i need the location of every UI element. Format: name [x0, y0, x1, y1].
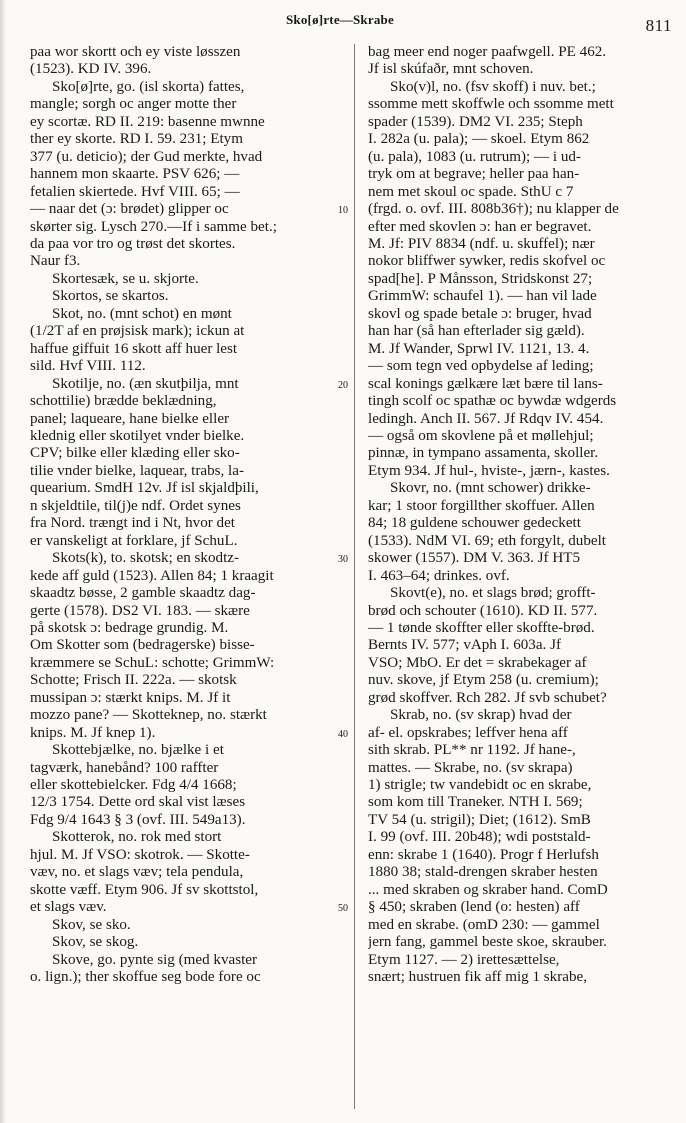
- text-line: § 450; skraben (lend (o: hesten) aff: [368, 899, 580, 916]
- text-line: skower (1557). DM V. 363. Jf HT5: [368, 550, 581, 567]
- text-line: Skovr, no. (mnt schower) drikke-: [390, 480, 591, 497]
- text-line: Skottebjælke, no. bjælke i et: [52, 742, 224, 759]
- text-line: Bernts IV. 577; vAph I. 603a. Jf: [368, 637, 561, 654]
- text-line: GrimmW: schaufel 1). — han vil lade: [368, 288, 597, 305]
- text-line: sith skrab. PL** nr 1192. Jf hane-,: [368, 742, 576, 759]
- text-line: (1533). NdM VI. 69; eth forgylt, dubelt: [368, 532, 606, 549]
- page-number: 811: [645, 16, 672, 35]
- text-line: enn: skrabe 1 (1640). Progr f Herlufsh: [368, 846, 599, 863]
- text-line: I. 99 (ovf. III. 20b48); wdi poststald-: [368, 829, 591, 846]
- text-line: 1880 38; stald-drengen skraber hesten: [368, 864, 598, 881]
- text-line: (u. pala), 1083 (u. rutrum); — i ud-: [368, 148, 581, 165]
- text-line: da paa vor tro og trøst det skortes.: [30, 235, 236, 252]
- text-line: 1) strigle; tw vandebidt oc en skrabe,: [368, 777, 592, 794]
- text-line: Schotte; Frisch II. 222a. — skotsk: [30, 672, 237, 689]
- text-line: knips. M. Jf knep 1).: [30, 724, 156, 741]
- text-line: han har (så han efterlader sig gæld).: [368, 323, 585, 340]
- text-line: — også om skovlene på et møllehjul;: [368, 427, 594, 444]
- text-line: tagværk, hanebånd? 100 raffter: [30, 759, 219, 776]
- text-line: nokor bliffwer sywker, redis skofvel oc: [368, 253, 606, 270]
- text-line: tingh scolf oc spathæ oc bywdæ wdgerds: [368, 393, 617, 410]
- text-line: pinnæ, in tympano assamenta, skoller.: [368, 445, 599, 462]
- text-line: Skortos, se skartos.: [52, 288, 169, 305]
- text-line: et slags væv.: [30, 899, 107, 916]
- text-line: Sko(v)l, no. (fsv skoff) i nuv. bet.;: [390, 78, 596, 95]
- text-line: paa wor skortt och ey viste løsszen: [30, 44, 241, 60]
- text-line: — 1 tønde skoffter eller skoffte-brød.: [368, 619, 595, 636]
- text-line: er vanskeligt at forklare, jf SchuL.: [30, 532, 238, 549]
- text-line: TV 54 (u. strigil); Diet; (1612). SmB: [368, 811, 591, 828]
- text-line: scal konings gælkære læt bære til lans-: [368, 375, 603, 392]
- text-line: (1523). KD IV. 396.: [30, 61, 152, 78]
- text-line: Skov, se sko.: [52, 916, 131, 933]
- text-line: 377 (u. deticio); der Gud merkte, hvad: [30, 148, 263, 165]
- text-line: ssomme mett skoffwle och ssomme mett: [368, 96, 614, 113]
- text-line: Sko[ø]rte, go. (isl skorta) fattes,: [52, 78, 245, 95]
- text-line: eller skottebielcker. Fdg 4/4 1668;: [30, 777, 237, 794]
- text-line: grød skoffver. Rch 282. Jf svb schubet?: [368, 689, 607, 706]
- text-line: Skove, go. pynte sig (med kvaster: [52, 951, 257, 968]
- text-line: M. Jf: PIV 8834 (ndf. u. skuffel); nær: [368, 235, 595, 252]
- text-line: fra Nord. trængt ind i Nt, hvor det: [30, 515, 235, 532]
- running-head: Sko[ø]rte—Skrabe: [286, 12, 394, 27]
- text-line: væv, no. et slags væv; tela pendula,: [30, 864, 244, 881]
- left-column: [30, 44, 342, 986]
- text-line: spader (1539). DM2 VI. 235; Steph: [368, 113, 583, 130]
- text-line: I. 282a (u. pala); — skoel. Etym 862: [368, 131, 590, 148]
- text-line: kar; 1 stoor forgillther skoffuer. Allen: [368, 497, 595, 514]
- text-line: på skotsk ɔ: bedrage grundig. M.: [30, 619, 229, 636]
- column-divider: [354, 44, 355, 1109]
- text-line: hjul. M. Jf VSO: skotrok. — Skotte-: [30, 846, 250, 863]
- text-line: som kom till Traneker. NTH I. 569;: [368, 794, 583, 811]
- text-line: mangle; sorgh oc anger motte ther: [30, 96, 237, 113]
- text-line: Skrab, no. (sv skrap) hvad der: [390, 707, 572, 724]
- text-line: af- el. opskrabes; leffver hena aff: [368, 724, 568, 741]
- line-number: 40: [338, 728, 348, 740]
- text-line: quearium. SmdH 12v. Jf isl skjaldþili,: [30, 480, 259, 497]
- text-line: med en skrabe. (omD 230: — gammel: [368, 916, 600, 933]
- text-line: mussipan ɔ: stærkt knips. M. Jf it: [30, 689, 231, 706]
- text-line: Jf isl skúfaðr, mnt schoven.: [368, 61, 534, 78]
- text-line: Fdg 9/4 1643 § 3 (ovf. III. 549a13).: [30, 811, 246, 828]
- text-line: Om Skotter som (bedragerske) bisse-: [30, 637, 255, 654]
- text-line: ... med skraben og skraber hand. ComD: [368, 881, 608, 898]
- right-column: [368, 44, 668, 986]
- text-line: I. 463–64; drinkes. ovf.: [368, 567, 510, 584]
- scan-edge-shadow: [0, 0, 6, 1123]
- text-line: brød och schouter (1610). KD II. 577.: [368, 602, 598, 619]
- text-line: kræmmere se SchuL: schotte; GrimmW:: [30, 654, 275, 671]
- text-line: Skot, no. (mnt schot) en mønt: [52, 305, 232, 322]
- text-line: fetalien skiertede. Hvf VIII. 65; —: [30, 183, 240, 200]
- text-line: VSO; MbO. Er det = skrabekager af: [368, 654, 587, 671]
- text-line: skørter sig. Lysch 270.—If i samme bet.;: [30, 218, 277, 235]
- line-number: 10: [338, 205, 348, 217]
- text-line: M. Jf Wander, Sprwl IV. 1121, 13. 4.: [368, 340, 590, 357]
- text-line: Skotterok, no. rok med stort: [52, 829, 222, 846]
- text-line: 84; 18 guldene schouwer gedeckett: [368, 515, 581, 532]
- line-number: 20: [338, 379, 348, 391]
- line-number: 50: [338, 903, 348, 915]
- text-line: Etym 934. Jf hul-, hviste-, jærn-, kastes.: [368, 462, 610, 479]
- text-line: tilie vnder bielke, laquear, trabs, la-: [30, 462, 244, 479]
- text-line: haffue giffuit 16 skott aff huer lest: [30, 340, 238, 357]
- text-line: — som tegn ved opbydelse af leding;: [368, 358, 594, 375]
- page-header: [0, 6, 686, 36]
- text-line: mattes. — Skrabe, no. (sv skrapa): [368, 759, 573, 776]
- text-line: n skjeldtile, til(j)e ndf. Ordet synes: [30, 497, 241, 514]
- text-line: jern fang, gammel beste skoe, skrauber.: [368, 934, 607, 951]
- text-line: ledingh. Anch II. 567. Jf Rdqv IV. 454.: [368, 410, 604, 427]
- text-line: Skots(k), to. skotsk; en skodtz-: [52, 550, 239, 567]
- line-number: 30: [338, 554, 348, 566]
- text-line: 12/3 1754. Dette ord skal vist læses: [30, 794, 246, 811]
- text-line: tryk om at begrave; heller paa han-: [368, 166, 580, 183]
- text-line: — naar det (ɔ: brødet) glipper oc: [30, 201, 229, 218]
- text-line: Skotilje, no. (æn skutþilja, mnt: [52, 375, 239, 392]
- text-line: (frgd. o. ovf. III. 808b36†); nu klapper de: [368, 201, 619, 218]
- text-line: skotte væff. Etym 906. Jf sv skottstol,: [30, 881, 259, 898]
- text-line: schottilie) brædde beklædning,: [30, 393, 217, 410]
- text-line: sild. Hvf VIII. 112.: [30, 358, 146, 375]
- text-line: nuv. skove, jf Etym 258 (u. cremium);: [368, 672, 599, 689]
- text-line: spad[he]. P Månsson, Stridskonst 27;: [368, 270, 593, 287]
- text-line: Skov, se skog.: [52, 934, 139, 951]
- text-line: hannem mon skaarte. PSV 626; —: [30, 166, 240, 183]
- text-line: skovl og spade betale ɔ: bruger, hvad: [368, 305, 592, 322]
- text-line: nem met skoul oc spade. SthU c 7: [368, 183, 574, 200]
- text-line: Naur f3.: [30, 253, 81, 270]
- text-line: (1/2T af en prøjsisk mark); ickun at: [30, 323, 245, 340]
- text-line: gerte (1578). DS2 VI. 183. — skære: [30, 602, 250, 619]
- text-line: Skortesæk, se u. skjorte.: [52, 270, 199, 287]
- text-line: efter med skovlen ɔ: han er begravet.: [368, 218, 592, 235]
- text-line: kede aff guld (1523). Allen 84; 1 kraagit: [30, 567, 274, 584]
- text-line: ther ey skorte. RD I. 59. 231; Etym: [30, 131, 243, 148]
- text-line: mozzo pane? — Skotteknep, no. stærkt: [30, 707, 267, 724]
- text-line: ey scortæ. RD II. 219: basenne mwnne: [30, 113, 265, 130]
- text-line: bag meer end noger paafwgell. PE 462.: [368, 44, 607, 60]
- text-line: o. lign.); ther skoffue seg bode fore oc: [30, 969, 261, 986]
- text-line: Etym 1127. — 2) irettesættelse,: [368, 951, 560, 968]
- text-line: snært; hustruen fik aff mig 1 skrabe,: [368, 969, 587, 986]
- text-line: Skovt(e), no. et slags brød; grofft-: [390, 585, 596, 602]
- text-line: CPV; bilke eller klæding eller sko-: [30, 445, 240, 462]
- text-line: panel; laqueare, hane bielke eller: [30, 410, 230, 427]
- text-line: skaadtz bøsse, 2 gamble skaadtz dag-: [30, 585, 256, 602]
- text-line: klednig eller skotilyet vnder bielke.: [30, 427, 245, 444]
